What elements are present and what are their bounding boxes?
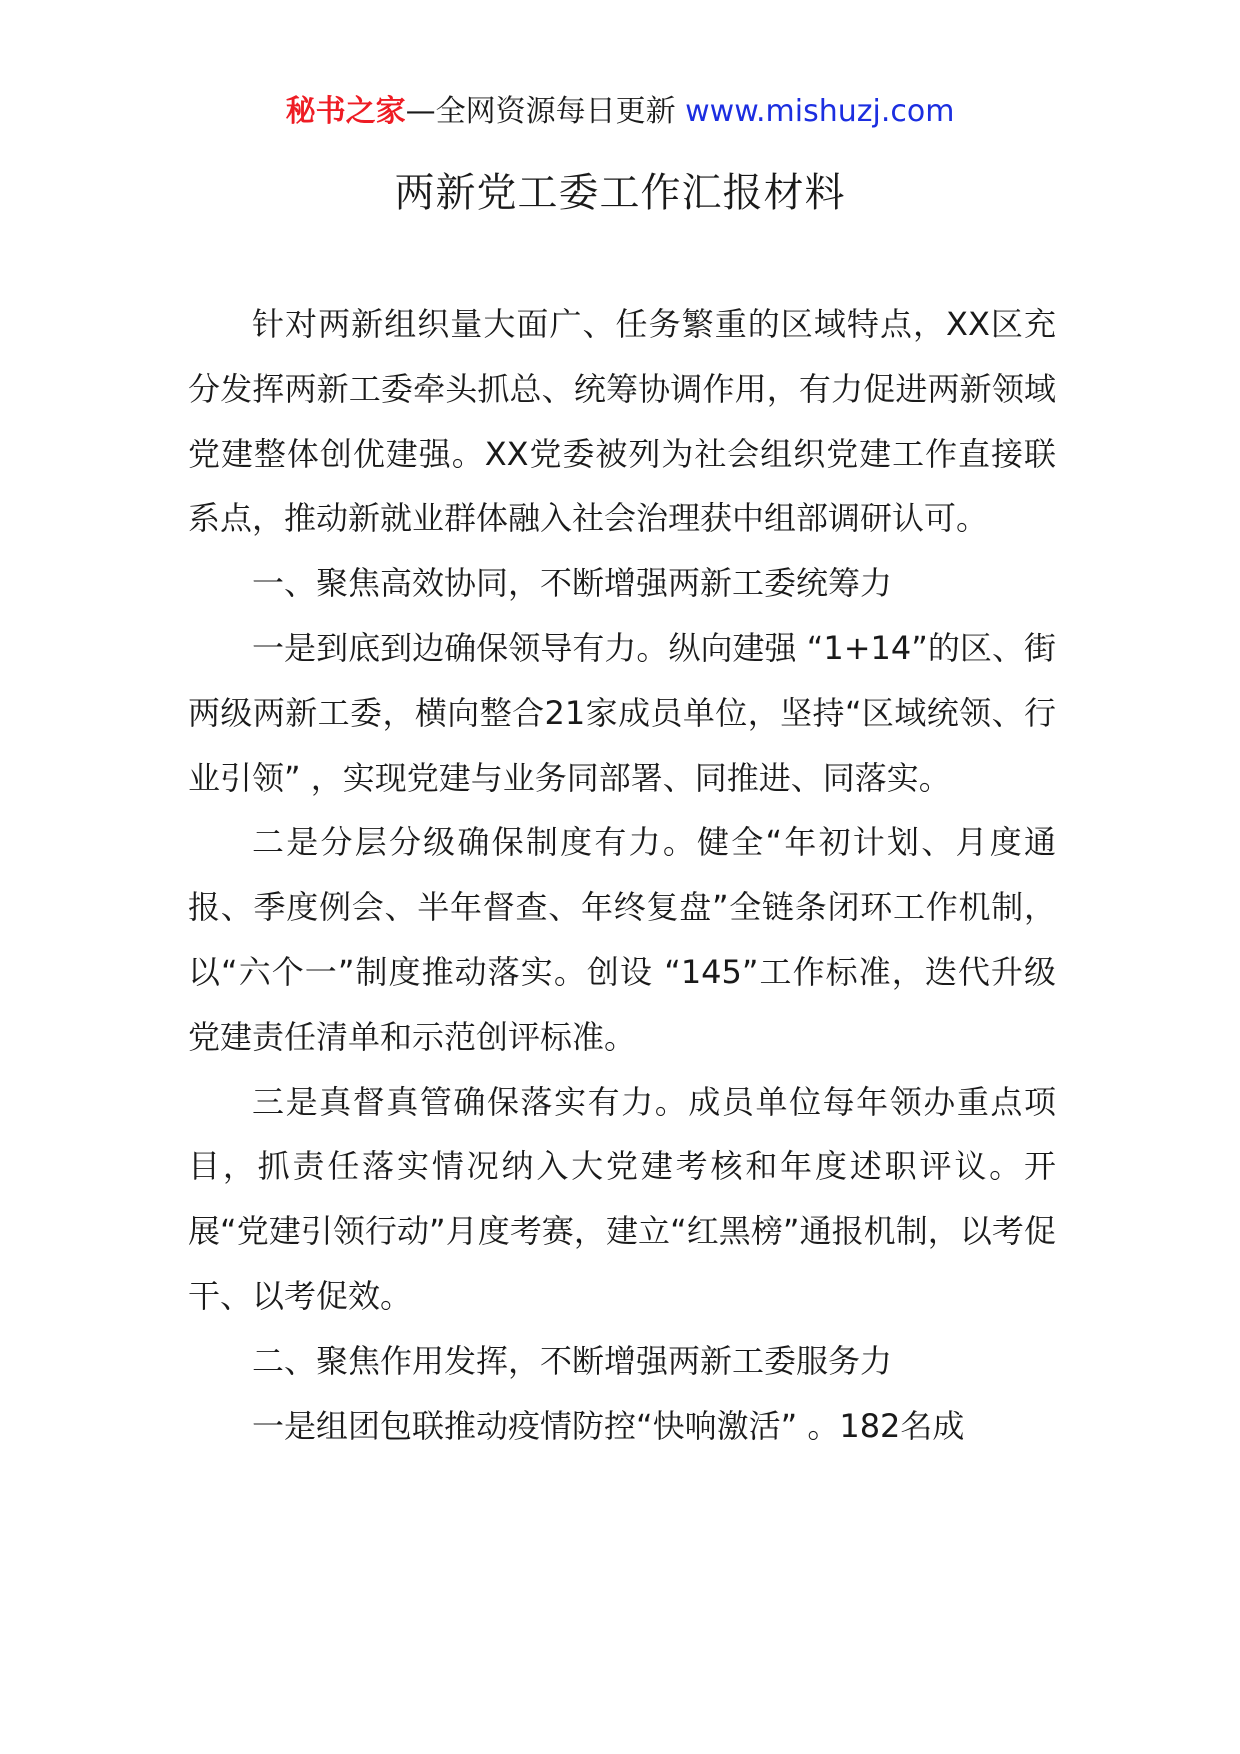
header-tagline: —全网资源每日更新 <box>405 94 676 129</box>
page-header <box>0 92 1240 132</box>
website-link[interactable]: www.mishuzj.com <box>685 94 955 129</box>
paragraph: 二是分层分级确保制度有力。健全“年初计划、月度通报、季度例会、半年督查、年终复盘”全链条闭环工作机制，以“六个一”制度推动落实。创设 “145”工作标准，迭代升级党建责任清单和示范创评标准。 <box>188 823 1056 1056</box>
section-heading-2: 二、聚焦作用发挥，不断增强两新工委服务力 <box>252 1341 893 1380</box>
paragraph-intro: 针对两新组织量大面广、任务繁重的区域特点，XX区充分发挥两新工委牵头抓总、统筹协调作用，有力促进两新领域党建整体创优建强。XX党委被列为社会组织党建工作直接联系点，推动新就业群体融入社会治理获中组部调研认可。 <box>188 305 1056 538</box>
paragraph: 一是到底到边确保领导有力。纵向建强 “1+14”的区、街两级两新工委，横向整合21家成员单位，坚持“区域统领、行业引领” ，实现党建与业务同部署、同推进、同落实。 <box>188 628 1056 797</box>
document-title: 两新党工委工作汇报材料 <box>394 170 846 216</box>
paragraph: 三是真督真管确保落实有力。成员单位每年领办重点项目，抓责任落实情况纳入大党建考核和年度述职评议。开展“党建引领行动”月度考赛，建立“红黑榜”通报机制，以考促干、以考促效。 <box>188 1082 1056 1315</box>
brand-name: 秘书之家 <box>285 94 406 129</box>
section-heading-1: 一、聚焦高效协同，不断增强两新工委统筹力 <box>252 564 893 603</box>
document-body <box>188 292 1056 1458</box>
paragraph: 一是组团包联推动疫情防控“快响激活” 。182名成 <box>252 1406 965 1445</box>
